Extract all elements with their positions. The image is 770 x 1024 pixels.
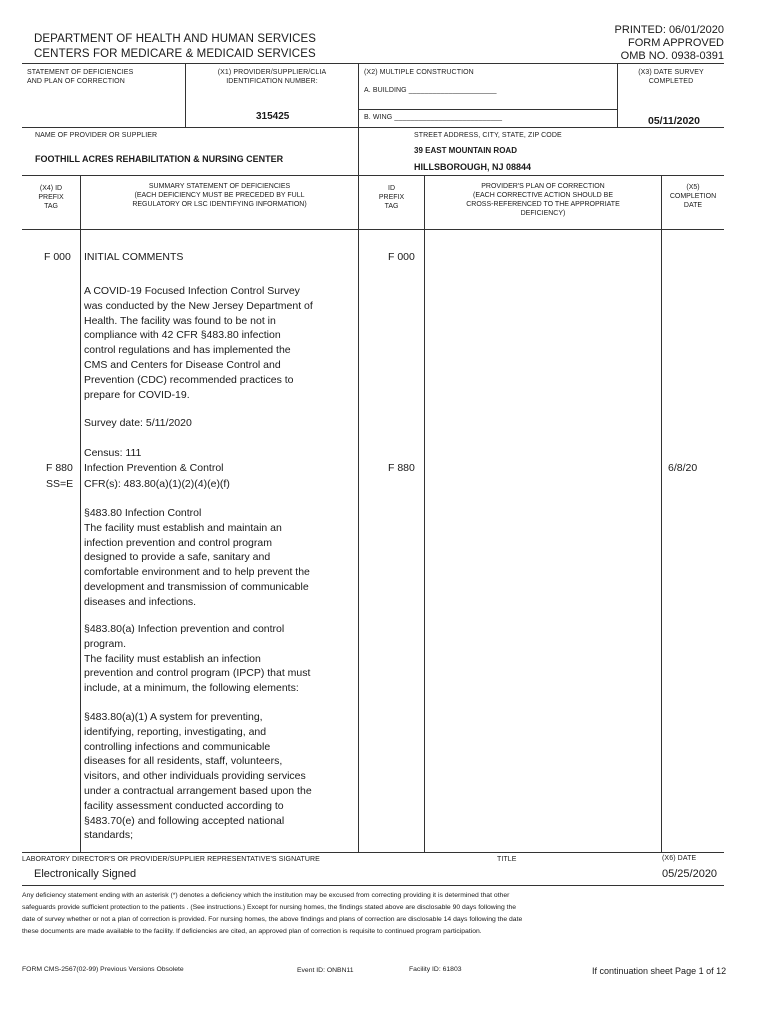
divider xyxy=(22,127,724,128)
scope-severity: SS=E xyxy=(46,478,74,490)
divider xyxy=(358,63,359,175)
address-label: STREET ADDRESS, CITY, STATE, ZIP CODE xyxy=(414,132,562,139)
prefix-tag: F 880 xyxy=(46,462,73,474)
title-label: TITLE xyxy=(497,856,517,863)
column-divider xyxy=(358,175,359,852)
form-number: FORM CMS-2567(02-99) Previous Versions Obsolete xyxy=(22,966,184,973)
disclaimer: Any deficiency statement ending with an asterisk (*) denotes a deficiency which the institution may be excused from correcting providing it is determined that other safeguards provide sufficient protection to the patients . (See instructions.) Except for nursing homes, the findings stated above are disclosable 90 days following the date of survey whether or not a plan of correction is provided. For nursing homes, the above findings and plans of correction are disclosable 14 days following the date these documents are made available to the facility. If deficiencies are cited, an approved plan of correction is requisite to continued program participation. xyxy=(22,892,523,935)
covid-paragraph: A COVID-19 Focused Infection Control Survey was conducted by the New Jersey Department of Health. The facility was found to be not in compliance with 42 CFR §483.80 infection control regulations and has implemented the CMS and Centers for Disease Control and Prevention (CDC) recommended practices to prepare for COVID-19. xyxy=(84,285,313,401)
summary-header: SUMMARY STATEMENT OF DEFICIENCIES (EACH DEFICIENCY MUST BE PRECEDED BY FULL REGULATORY OR LSC IDENTIFYING INFORMATION) xyxy=(132,183,307,208)
x4-prefix-header: (X4) ID PREFIX TAG xyxy=(38,185,64,210)
regulation-paragraph: §483.80 Infection Control The facility must establish and maintain an infection prevention and control program designed to provide a safe, sanitary and comfortable environment and to help prevent the development and transmission of communicable diseases and infections. xyxy=(84,507,310,608)
department-name: DEPARTMENT OF HEALTH AND HUMAN SERVICES xyxy=(34,33,317,45)
address-street: 39 EAST MOUNTAIN ROAD xyxy=(414,146,517,155)
census: Census: 111 xyxy=(84,447,142,459)
provider-name-label: NAME OF PROVIDER OR SUPPLIER xyxy=(35,132,158,139)
date-survey-value: 05/11/2020 xyxy=(648,115,700,127)
page-number: If continuation sheet Page 1 of 12 xyxy=(592,966,727,976)
entry-title: Infection Prevention & Control xyxy=(84,462,224,474)
completion-header: (X5) COMPLETION DATE xyxy=(669,184,717,209)
building-label: A. BUILDING ______________________ xyxy=(364,87,497,94)
omb-number: OMB NO. 0938-0391 xyxy=(620,50,724,62)
address-city: HILLSBOROUGH, NJ 08844 xyxy=(414,162,532,172)
plan-header: PROVIDER'S PLAN OF CORRECTION (EACH CORRECTIVE ACTION SHOULD BE CROSS-REFERENCED TO THE APPROPRIATE DEFICIENCY) xyxy=(466,183,620,217)
column-divider xyxy=(424,175,425,852)
event-id: Event ID: ONBN11 xyxy=(297,967,354,974)
date-label: (X6) DATE xyxy=(662,855,697,862)
regulation-paragraph: §483.80(a)(1) A system for preventing, identifying, reporting, investigating, and controlling infections and communicable diseases for all residents, staff, volunteers, visitors, and other individuals providing services under a contractual arrangement based upon the facility assessment conducted according to §483.70(e) and following accepted national standards; xyxy=(84,711,312,842)
column-header-bottom xyxy=(22,229,724,230)
agency-name: CENTERS FOR MEDICARE & MEDICAID SERVICES xyxy=(34,48,316,60)
signature-date: 05/25/2020 xyxy=(662,868,718,880)
id-prefix-header: ID PREFIX TAG xyxy=(378,185,405,210)
signature-bottom-border xyxy=(22,885,724,886)
department-header xyxy=(34,32,316,62)
form-approval-block xyxy=(615,24,724,63)
top-box-top-border xyxy=(22,63,724,64)
regulation-paragraph: §483.80(a) Infection prevention and control program. The facility must establish an infection prevention and control program (IPCP) that must include, at a minimum, the following elements: xyxy=(84,623,311,695)
completion-date: 6/8/20 xyxy=(668,462,698,474)
entry-title: INITIAL COMMENTS xyxy=(84,251,184,263)
divider xyxy=(358,109,617,110)
id-prefix-tag: F 000 xyxy=(388,251,415,263)
form-approved: FORM APPROVED xyxy=(628,37,724,49)
provider-name-value: FOOTHILL ACRES REHABILITATION & NURSING CENTER xyxy=(35,154,284,164)
prefix-tag: F 000 xyxy=(44,251,71,263)
survey-date: Survey date: 5/11/2020 xyxy=(84,417,192,429)
wing-label: B. WING ___________________________ xyxy=(364,114,503,121)
cfr-reference: CFR(s): 483.80(a)(1)(2)(4)(e)(f) xyxy=(84,478,230,490)
id-prefix-tag: F 880 xyxy=(388,462,415,474)
multiple-construction-label: (X2) MULTIPLE CONSTRUCTION xyxy=(364,69,474,76)
facility-id: Facility ID: 61803 xyxy=(409,966,462,973)
signature-value: Electronically Signed xyxy=(34,868,137,880)
provider-id-label: (X1) PROVIDER/SUPPLIER/CLIA IDENTIFICATION NUMBER: xyxy=(217,69,327,85)
divider xyxy=(22,175,724,176)
statement-label: STATEMENT OF DEFICIENCIES AND PLAN OF CORRECTION xyxy=(27,69,134,85)
date-survey-label: (X3) DATE SURVEY COMPLETED xyxy=(638,69,704,85)
signature-top-border xyxy=(22,852,724,853)
column-divider xyxy=(80,175,81,852)
provider-id-value: 315425 xyxy=(256,111,290,122)
printed-date: PRINTED: 06/01/2020 xyxy=(614,24,724,36)
column-divider xyxy=(661,175,662,852)
signature-label: LABORATORY DIRECTOR'S OR PROVIDER/SUPPLIER REPRESENTATIVE'S SIGNATURE xyxy=(22,856,320,863)
